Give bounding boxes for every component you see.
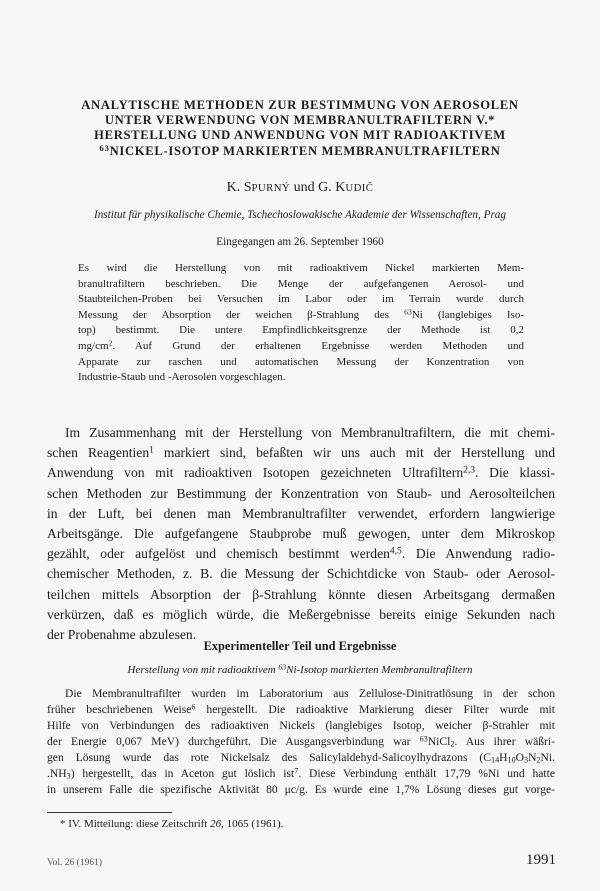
authors: K. SPURNÝ und G. KUDIČ: [226, 180, 374, 195]
paper-title: [30, 98, 570, 159]
intro-paragraph: [47, 423, 555, 645]
journal-volume: Vol. 26 (1961): [47, 858, 102, 868]
title-line: UNTER VERWENDUNG VON MEMBRANULTRAFILTERN V.*: [104, 113, 496, 128]
abstract-line: branultrafiltern beschrieben. Die Menge der aufgefangenen Aerosol- und: [78, 277, 524, 290]
section-heading: Experimenteller Teil und Ergebnisse: [203, 639, 397, 653]
experimental-paragraph: [47, 686, 555, 798]
body-line: gezählt, oder aufgelöst und chemisch bestimmt werden$^{4,5}$. Die Anwendung radio-: [47, 546, 555, 562]
body-line: schen Reagentien$^1$ markiert sind, befaßten wir uns auch mit der Herstellung und: [47, 445, 555, 461]
page-number: 1991: [526, 852, 556, 868]
footnote: * IV. Mitteilung: diese Zeitschrift 26, 1065 (1961).: [60, 818, 284, 830]
body-line: in unserem Falle die spezifische Aktivität 80 μc/g. Es wurde eine 1,7% Lösung dieses gut vorge-: [47, 783, 555, 796]
body-line: der Probenahme abzulesen.: [47, 627, 197, 643]
body-line: chemischer Methoden, z. B. die Messung der Schichtdicke von Staub- oder Aerosol-: [47, 566, 555, 582]
body-line: teilchen mittels Absorption der β-Strahlung könnte diesen Arbeitsgang dermaßen: [47, 586, 555, 602]
body-line: $.NH_3$) hergestellt, das in Aceton gut löslich ist$^7$. Diese Verbindung enthält 17,79 %Ni und hatte: [47, 766, 555, 781]
abstract: [78, 261, 524, 386]
body-line: verkürzen, daß es möglich würde, die Meßergebnisse bereits einige Sekunden nach: [47, 606, 555, 622]
received-date: Eingegangen am 26. September 1960: [216, 236, 384, 248]
abstract-line: top) bestimmt. Die untere Empfindlichkeitsgrenze der Methode ist 0,2: [78, 324, 524, 337]
body-line: Hilfe von Verbindungen des radioaktiven Nickels (langlebiges Isotop, weicher β-Strahler mit: [47, 719, 555, 732]
body-line: früher beschriebenen Weise$^6$ hergestellt. Die radioaktive Markierung dieser Filter wurde mit: [47, 702, 555, 716]
institute: Institut für physikalische Chemie, Tschechoslowakische Akademie der Wissenschaften, Prag: [93, 209, 506, 221]
body-line: Anwendung von mit radioaktiven Isotopen gezeichneten Ultrafiltern$^{2,3}$. Die klassi-: [47, 465, 555, 481]
footnote-rule: [47, 812, 172, 813]
body-line: Im Zusammenhang mit der Herstellung von Membranultrafiltern, die mit chemi-: [65, 425, 555, 440]
title-line: ANALYTISCHE METHODEN ZUR BESTIMMUNG VON AEROSOLEN: [81, 98, 519, 112]
subsection-heading: Herstellung von mit radioaktivem $^{63}$Ni-Isotop markierten Membranultrafiltern: [127, 662, 473, 676]
abstract-line: Apparate zur raschen und automatischen Messung der Konzentration von: [78, 355, 524, 368]
body-line: schen Methoden zur Bestimmung der Konzentration von Staub- und Aerosolteilchen: [47, 485, 555, 501]
title-line: $^{63}$NICKEL-ISOTOP MARKIERTEN MEMBRANULTRAFILTERN: [99, 142, 501, 158]
abstract-line: Messung der Absorption der weichen β-Strahlung des $^{63}$Ni (langlebiges Iso-: [78, 307, 524, 321]
body-line: in der Luft, bei denen man Membranultrafilter verwendet, erfordern langwierige: [47, 505, 555, 521]
abstract-line: Es wird die Herstellung von mit radioaktivem Nickel markierten Mem-: [78, 262, 524, 274]
title-line: HERSTELLUNG UND ANWENDUNG VON MIT RADIOAKTIVEM: [94, 128, 506, 143]
abstract-line: Staubteilchen-Proben bei Versuchen im Labor oder im Terrain wurde durch: [78, 293, 524, 306]
body-line: Die Membranultrafilter wurden im Laboratorium aus Zellulose-Dinitratlösung in der schon: [65, 687, 555, 700]
body-line: Arbeitsgänge. Die aufgefangene Staubprobe muß gewogen, unter dem Mikroskop: [47, 526, 555, 542]
abstract-line: Industrie-Staub und -Aerosolen vorgeschlagen.: [78, 371, 286, 384]
body-line: gen Lösung wurde das rote Nickelsalz des Salicylaldehyd-Salicoylhydrazons ($C_{14}H_{10}O_3N_2Ni$.: [47, 751, 555, 765]
abstract-line: $mg/cm^2$. Auf Grund der erhaltenen Ergebnisse werden Methoden und: [78, 338, 524, 352]
body-line: der Energie 0,067 MeV) durchgeführt. Die Ausgangsverbindung war $^{63}$NiCl$_2$. Aus ihrer wäßri-: [47, 734, 555, 749]
